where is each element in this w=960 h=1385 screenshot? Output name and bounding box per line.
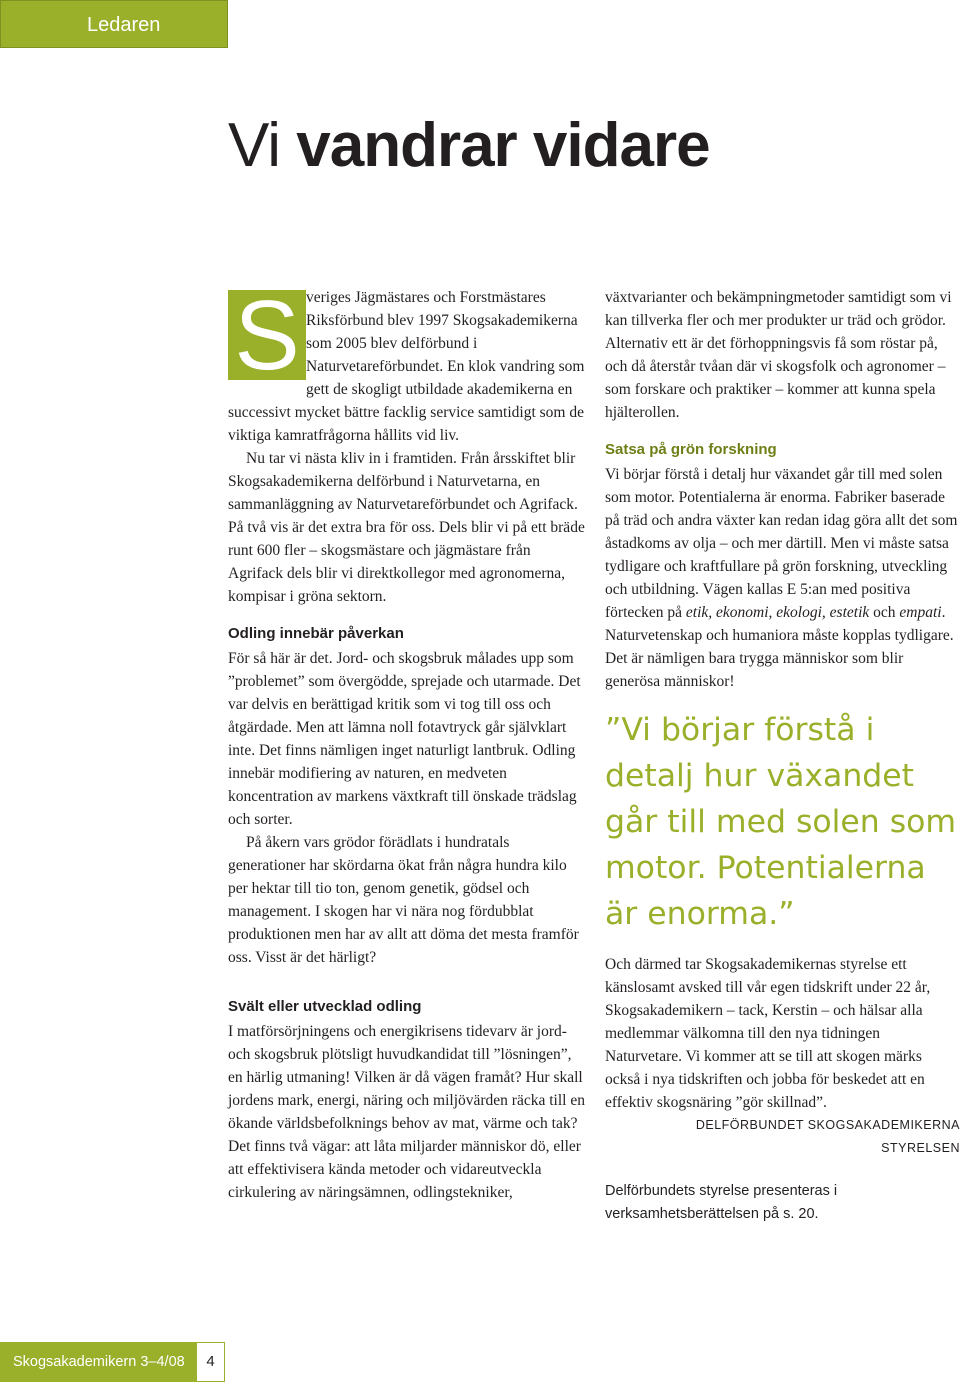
paragraph: Nu tar vi nästa kliv in i framtiden. Från årsskiftet blir Skogsakademikerna delförbund i Naturvetarna, en sammanläggning av Naturvetareförbundet och Agrifack. På två vis är det extra bra för oss. Dels blir vi på ett bräde runt 600 fler – skogsmästare och jägmästare från Agrifack dels blir vi direktkollegor med agronomerna, kompisar i gröna sektorn. [228, 450, 585, 605]
subheading: Svält eller utvecklad odling [228, 998, 422, 1015]
article-title [228, 106, 710, 186]
publication-name: Skogsakademikern 3–4/08 [1, 1343, 197, 1381]
subheading: Satsa på grön forskning [605, 441, 777, 458]
subheading: Odling innebär påverkan [228, 625, 404, 642]
signature-org: DELFÖRBUNDET SKOGSAKADEMIKERNA [695, 1118, 960, 1132]
section-label: Ledaren [0, 0, 228, 48]
right-column [605, 286, 960, 1226]
emphasis: empati [899, 604, 942, 621]
page-number: 4 [206, 1353, 215, 1370]
text-run: och [869, 604, 900, 621]
paragraph: växtvarianter och bekämpningmetoder samtidigt som vi kan tillverka fler och mer produkter ur träd och grödor. Alternativ ett är det förhoppningsvis få som röstar på, och då återstår tvåan där vi skogsfolk och agronomer – som forskare och praktiker – kommer att kunna spela hjälterollen. [605, 289, 952, 421]
left-column [228, 280, 588, 1204]
footnote: Delförbundets styrelse presenteras i verksamhetsberättelsen på s. 20. [605, 1183, 838, 1222]
paragraph: Och därmed tar Skogsakademikernas styrelse ett känslosamt avsked till vår egen tidskrift under 22 år, Skogsakademikern – tack, Kerstin – och hälsar alla medlemmar välkomna till den nya tidningen Naturvetare. Vi kommer att se till att skogen märks också i nya tidskriften och jobba för beskedet att en effektiv skogsnäring ”gör skillnad”. [605, 956, 931, 1111]
signature-role: STYRELSEN [881, 1141, 960, 1155]
title-light: Vi [228, 111, 297, 180]
text-run: . Naturvetenskap och humaniora måste kopplas tydligare. Det är nämligen bara trygga människor som blir generösa människor! [605, 604, 954, 690]
drop-cap: S [228, 290, 306, 380]
paragraph: För så här är det. Jord- och skogsbruk målades upp som ”problemet” som övergödde, sprejade och utarmade. Det var delvis en berättigad kritik som vi tog till oss och åtgärdade. Men att lämna noll fotavtryck går självklart inte. Det finns nämligen inget naturligt lantbruk. Odling innebär modifiering av naturen, en medveten koncentration av markens växtkraft till önskade trädslag och sorter. [228, 650, 581, 828]
paragraph: I matförsörjningens och energikrisens tidevarv är jord- och skogsbruk plötsligt huvudkandidat till ”lösningen”, en härlig utmaning! Vilken är då vägen framåt? Hur skall jordens mark, energi, näring och miljövärden räcka till en ökande världsbefolknings behov av mat, värme och tak? Det finns två vägar: att låta miljarder människor dö, eller att effektivisera kända metoder och vidareutveckla cirkulering av näringsämnen, odlingstekniker, [228, 1023, 585, 1201]
title-bold: vandrar vidare [296, 111, 710, 180]
page-footer [0, 1342, 225, 1382]
pull-quote: ”Vi börjar förstå i detalj hur växandet går till med solen som motor. Potentialerna är enorma.” [605, 712, 957, 932]
emphasis: etik, ekonomi, ekologi, estetik [685, 604, 870, 621]
paragraph [605, 463, 960, 693]
text-run: Vi börjar förstå i detalj hur växandet går till med solen som motor. Potentialerna är enorma. Fabriker baserade på träd och andra växter kan redan idag göra allt det som åstadkoms av olja – och mer därtill. Men vi måste satsa tydligare och kraftfullare på grön forskning, utveckling och utbildning. Vägen kallas E 5:an med positiva förtecken på [605, 466, 958, 621]
paragraph: På åkern vars grödor förädlats i hundratals generationer har skördarna ökat från några hundra kilo per hektar till tio ton, genom genetik, gödsel och management. I skogen har vi nära nog fördubblat produktionen men har av allt att döma det mesta framför oss. Visst är det härligt? [228, 834, 579, 966]
intro-paragraph: veriges Jägmästares och Forstmästares Riksförbund blev 1997 Skogsakademikerna som 2005 blev delförbund i Naturvetareförbundet. En klok vandring som gett de skogligt utbildade akademikerna en successivt mycket bättre facklig service samtidigt som de viktiga kamratfrågorna hållits vid liv. [228, 289, 585, 444]
